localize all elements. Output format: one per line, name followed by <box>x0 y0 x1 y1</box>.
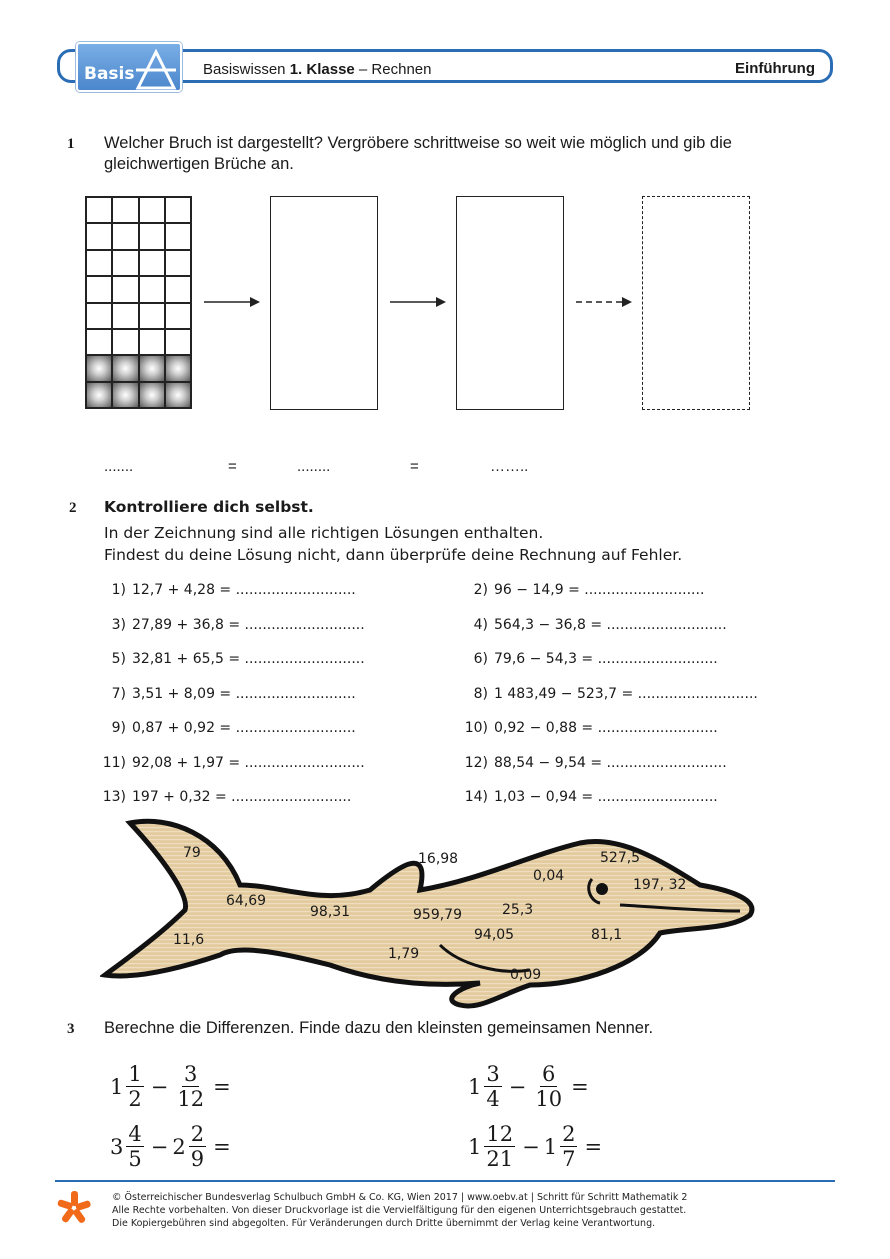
grid-cell <box>165 329 191 355</box>
denominator: 10 <box>535 1087 563 1111</box>
exercise-row <box>96 755 365 771</box>
header-title <box>203 61 431 78</box>
arrow-right-icon <box>386 292 451 312</box>
exercise-expression[interactable]: 79,6 − 54,3 = ........................... <box>494 651 718 667</box>
grid-cell <box>112 329 138 355</box>
exercise-number: 4) <box>473 616 488 633</box>
denominator: 5 <box>128 1147 142 1171</box>
dolphin-number: 16,98 <box>418 851 459 867</box>
grid-cell <box>139 223 165 249</box>
fraction-expression <box>468 1122 602 1171</box>
grid-cell-shaded <box>165 382 191 408</box>
dolphin-number: 197, 32 <box>633 877 687 893</box>
exercise-row <box>458 617 727 633</box>
whole-number: 1 <box>468 1134 482 1159</box>
dolphin-number: 25,3 <box>502 902 534 918</box>
fraction-expression <box>468 1062 589 1111</box>
exercise-number: 12) <box>464 754 488 771</box>
grid-cell-shaded <box>86 355 112 381</box>
exercise-row <box>458 755 727 771</box>
exercise-expression[interactable]: 12,7 + 4,28 = ........................... <box>132 582 356 598</box>
fraction-grid <box>85 196 192 409</box>
fraction <box>533 1062 564 1111</box>
exercise-number: 5) <box>111 651 126 667</box>
exercise-number: 14) <box>464 789 488 805</box>
equals-sign: = <box>213 1134 231 1159</box>
equals-sign: = <box>571 1074 589 1099</box>
numerator: 3 <box>184 1062 198 1086</box>
exercise-number: 9) <box>111 720 126 736</box>
grid-cell <box>112 223 138 249</box>
denominator: 4 <box>486 1087 500 1111</box>
denominator: 12 <box>177 1087 205 1111</box>
whole-number: 1 <box>543 1134 558 1159</box>
whole-number: 1 <box>110 1074 124 1099</box>
task1-number: 1 <box>67 136 75 152</box>
logo-text: Basis <box>84 64 135 84</box>
header-title-prefix: Basiswissen <box>203 61 286 78</box>
task2-text-line1: In der Zeichnung sind alle richtigen Lösungen enthalten. <box>104 524 544 542</box>
numerator: 1 <box>128 1062 142 1086</box>
exercise-row <box>96 582 356 598</box>
footer-line3: Die Kopiergebühren sind abgegolten. Für Veränderungen durch Dritte übernimmt der Verlag keine Verantwortung. <box>112 1218 656 1229</box>
denominator: 21 <box>486 1147 514 1171</box>
grid-cell-shaded <box>112 382 138 408</box>
grid-cell <box>165 276 191 302</box>
footer-line2: Alle Rechte vorbehalten. Von dieser Druckvorlage ist die Vervielfältigung für den eigenen Unterrichtsgebrauch gestattet. <box>112 1205 687 1216</box>
dolphin-number: 959,79 <box>413 907 462 923</box>
exercise-number: 10) <box>464 720 488 736</box>
task3-text: Berechne die Differenzen. Finde dazu den kleinsten gemeinsamen Nenner. <box>104 1019 654 1037</box>
grid-cell <box>86 303 112 329</box>
exercise-number: 13) <box>102 789 126 805</box>
exercise-row <box>96 686 356 702</box>
fraction <box>126 1122 143 1171</box>
grid-cell <box>86 250 112 276</box>
numerator: 2 <box>190 1122 205 1146</box>
header-title-suffix: – Rechnen <box>358 61 432 78</box>
grid-cell <box>165 197 191 223</box>
grid-cell <box>165 223 191 249</box>
numerator: 6 <box>542 1062 556 1086</box>
whole-number: 1 <box>468 1074 482 1099</box>
dolphin-number: 527,5 <box>600 850 641 866</box>
blank-1[interactable]: ....... <box>104 458 134 475</box>
exercise-row <box>458 686 758 702</box>
denominator: 7 <box>562 1147 576 1171</box>
exercise-row <box>458 720 718 736</box>
numerator: 3 <box>486 1062 500 1086</box>
task1-text-line2: gleichwertigen Brüche an. <box>104 155 294 173</box>
exercise-number: 2) <box>473 582 488 598</box>
denominator: 9 <box>190 1147 205 1171</box>
footer-text <box>112 1191 687 1230</box>
fraction <box>484 1062 501 1111</box>
answer-box-2[interactable] <box>456 196 564 410</box>
fraction <box>560 1122 577 1171</box>
exercise-expression[interactable]: 3,51 + 8,09 = ........................... <box>132 685 356 702</box>
grid-cell-shaded <box>139 355 165 381</box>
grid-cell <box>139 250 165 276</box>
dolphin-number: 81,1 <box>591 927 623 943</box>
fraction <box>189 1122 206 1171</box>
dolphin-number: 64,69 <box>226 893 267 909</box>
grid-cell-shaded <box>165 355 191 381</box>
task1-text <box>104 133 732 175</box>
fraction-expression <box>110 1122 231 1171</box>
blank-3[interactable]: …….. <box>490 458 529 475</box>
fraction <box>175 1062 206 1111</box>
grid-cell <box>165 250 191 276</box>
exercise-row <box>96 720 356 736</box>
equals-sign: = <box>584 1134 603 1159</box>
exercise-number: 8) <box>473 685 488 702</box>
task1-text-line1: Welcher Bruch ist dargestellt? Vergröbere schrittweise so weit wie möglich und gib die <box>104 134 732 152</box>
grid-cell <box>139 276 165 302</box>
minus-operator: − <box>508 1074 527 1099</box>
equals-sign: = <box>213 1074 231 1099</box>
grid-cell-shaded <box>112 355 138 381</box>
exercise-expression[interactable]: 0,92 − 0,88 = ........................... <box>494 720 718 736</box>
exercise-row <box>458 651 718 667</box>
grid-cell <box>86 223 112 249</box>
fraction-expression <box>110 1062 231 1111</box>
header-title-bold: 1. Klasse <box>289 61 355 78</box>
exercise-expression[interactable]: 0,87 + 0,92 = ........................... <box>132 720 356 736</box>
dolphin-number: 1,79 <box>388 946 420 962</box>
exercise-expression[interactable]: 564,3 − 36,8 = ........................... <box>494 616 727 633</box>
exercise-number: 3) <box>111 616 126 633</box>
numerator: 2 <box>562 1122 576 1146</box>
dolphin-number: 11,6 <box>173 932 205 948</box>
exercise-row <box>458 789 718 805</box>
arrow-right-icon <box>200 292 265 312</box>
exercise-row <box>96 651 365 667</box>
exercise-number: 11) <box>102 754 126 771</box>
footer-line1: © Österreichischer Bundesverlag Schulbuch GmbH & Co. KG, Wien 2017 | www.oebv.at | Schritt für Schritt Mathematik 2 <box>112 1192 688 1203</box>
grid-cell <box>86 329 112 355</box>
header-section: Einführung <box>735 60 815 77</box>
whole-number: 3 <box>110 1134 124 1159</box>
exercise-expression[interactable]: 197 + 0,32 = ........................... <box>132 789 352 805</box>
footer-line <box>55 1180 835 1182</box>
minus-operator: − <box>150 1074 169 1099</box>
task3-number: 3 <box>67 1021 75 1037</box>
dolphin-number: 0,04 <box>533 868 565 884</box>
numerator: 4 <box>128 1122 142 1146</box>
task2-title: Kontrolliere dich selbst. <box>104 498 314 516</box>
grid-cell <box>86 276 112 302</box>
equals-2: = <box>410 458 419 475</box>
dolphin-number: 79 <box>183 845 201 861</box>
exercise-expression[interactable]: 32,81 + 65,5 = ........................... <box>132 651 365 667</box>
grid-cell <box>86 197 112 223</box>
answer-box-1[interactable] <box>270 196 378 410</box>
exercise-expression[interactable]: 27,89 + 36,8 = ........................... <box>132 616 365 633</box>
grid-cell <box>139 197 165 223</box>
dashed-arrow-right-icon <box>572 292 637 312</box>
numerator: 12 <box>486 1122 514 1146</box>
grid-cell <box>112 303 138 329</box>
exercise-number: 6) <box>473 651 488 667</box>
exercise-number: 7) <box>111 685 126 702</box>
exercise-expression[interactable]: 88,54 − 9,54 = ........................... <box>494 754 727 771</box>
minus-operator: − <box>522 1134 540 1159</box>
grid-cell <box>165 303 191 329</box>
answer-box-3[interactable] <box>642 196 750 410</box>
dolphin-number: 98,31 <box>310 904 351 920</box>
exercise-expression[interactable]: 1,03 − 0,94 = ........................... <box>494 789 718 805</box>
dolphin-number: 0,09 <box>510 967 542 983</box>
task2-text <box>104 522 682 566</box>
exercise-number: 1) <box>111 582 126 598</box>
equals-1: = <box>228 458 237 475</box>
exercise-expression[interactable]: 96 − 14,9 = ........................... <box>494 582 705 598</box>
publisher-star-icon <box>56 1190 92 1226</box>
grid-cell-shaded <box>139 382 165 408</box>
grid-cell <box>139 303 165 329</box>
whole-number: 2 <box>172 1134 186 1159</box>
denominator: 2 <box>128 1087 142 1111</box>
grid-cell <box>112 250 138 276</box>
fraction <box>126 1062 143 1111</box>
dolphin-number: 94,05 <box>474 927 515 943</box>
exercise-row <box>96 617 365 633</box>
grid-cell <box>112 276 138 302</box>
blank-2[interactable]: ........ <box>297 458 331 475</box>
minus-operator: − <box>150 1134 169 1159</box>
task2-number: 2 <box>69 500 77 516</box>
exercise-row <box>96 789 351 805</box>
exercise-expression[interactable]: 92,08 + 1,97 = ........................... <box>132 754 365 771</box>
fraction <box>484 1122 515 1171</box>
task2-text-line2: Findest du deine Lösung nicht, dann überprüfe deine Rechnung auf Fehler. <box>104 546 683 564</box>
grid-cell <box>112 197 138 223</box>
grid-cell <box>139 329 165 355</box>
exercise-row <box>458 582 704 598</box>
grid-cell-shaded <box>86 382 112 408</box>
exercise-expression[interactable]: 1 483,49 − 523,7 = ........................... <box>494 685 758 702</box>
